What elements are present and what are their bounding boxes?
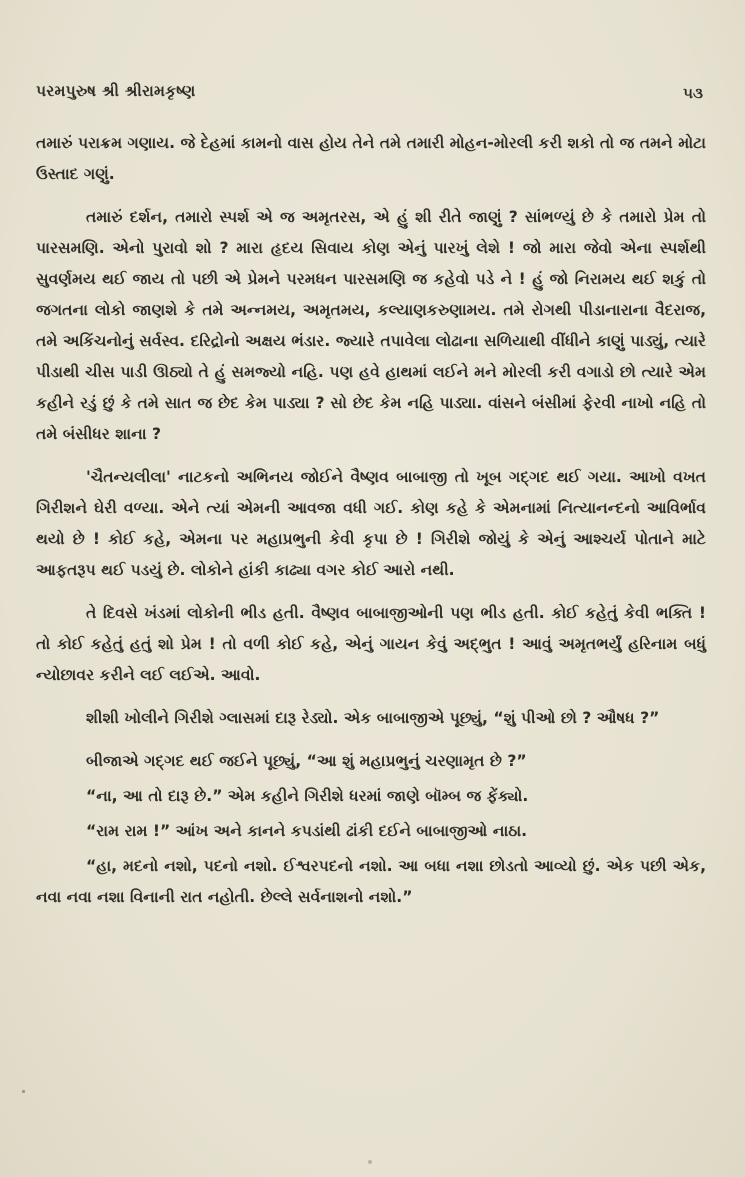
margin-speck [22,1090,25,1093]
footer-speck [368,1160,372,1164]
paragraph-8: “રામ રામ !” આંખ અને કાનને કપડાંથી ઢાંકી દઈને બાબાજીઓ નાઠા. [86,822,528,840]
paragraph-2: તમારું દર્શન, તમારો સ્પર્શ એ જ અમૃતરસ, એ હું શી રીતે જાણું ? સાંભળ્યું છે કે તમારો પ્રેમ તો પારસમણિ. એનો પુરાવો શો ? મારા હૃદય સિવાય કોણ એનું પારખું લેશે ! જો મારા જેવો એના સ્પર્શથી સુવર્ણમય થઈ જાય તો પછી એ પ્રેમને પરમધન પારસમણિ જ કહેવો પડે ને ! હું જો નિરામય થઈ શકું તો જગતના લોકો જાણશે કે તમે અન્નમય, અમૃતમય, કલ્યાણકરુણામય. તમે રોગથી પીડાનારાના વૈદરાજ, તમે અકિંચનોનું સર્વસ્વ. દરિદ્રોનો અક્ષય ભંડાર. જ્યારે તપાવેલા લોઢાના સળિયાથી વીંધીને કાણું પાડ્યું, ત્યારે પીડાથી ચીસ પાડી ઊઠ્યો તે હું સમજ્યો નહિ. પણ હવે હાથમાં લઈને મને મોરલી કરી વગાડો છો ત્યારે એમ કહીને રડું છું કે તમે સાત જ છેદ કેમ પાડ્યા ? સો છેદ કેમ નહિ પાડ્યા. વાંસને બંસીમાં ફેરવી નાખો નહિ તો તમે બંસીધર શાના ? [36,208,706,443]
page-header [36,82,703,112]
paragraph-7: “ના, આ તો દારૂ છે.” એમ કહીને ગિરીશે ધરમાં જાણે બૉમ્બ જ ફેંક્યો. [86,787,529,805]
page-number: ૫૩ [683,84,703,102]
body-text [36,128,706,925]
paragraph-5: શીશી ખોલીને ગિરીશે ગ્લાસમાં દારૂ રેડ્યો. એક બાબાજીએ પૂછ્યું, “શું પીઓ છો ? ઔષધ ?” [86,709,660,727]
paragraph-4: તે દિવસે ખંડમાં લોકોની ભીડ હતી. વૈષ્ણવ બાબાજીઓની પણ ભીડ હતી. કોઈ કહેતું કેવી ભક્તિ ! તો કોઈ કહેતું હતું શો પ્રેમ ! તો વળી કોઈ કહે, એનું ગાયન કેવું અદ્‌ભુત ! આવું અમૃતભર્યું હરિનામ બધું ન્યોછાવર કરીને લઈ લઈએ. આવો. [36,604,706,684]
paragraph-9: “હા, મદનો નશો, પદનો નશો. ઈશ્વરપદનો નશો. આ બધા નશા છોડતો આવ્યો છું. એક પછી એક, નવા નવા નશા વિનાની રાત નહોતી. છેલ્લે સર્વનાશનો નશો.” [36,857,706,906]
paragraph-3: 'ચૈતન્યલીલા' નાટકનો અભિનય જોઈને વૈષ્ણવ બાબાજી તો ખૂબ ગદ્‌ગદ થઈ ગયા. આખો વખત ગિરીશને ઘેરી વળ્યા. એને ત્યાં એમની આવજા વધી ગઈ. કોણ કહે કે એમનામાં નિત્યાનન્દનો આવિર્ભાવ થયો છે ! કોઈ કહે, એમના પર મહાપ્રભુની કેવી કૃપા છે ! ગિરીશે જોયું કે એનું આશ્ચર્ય પોતાને માટે આફતરૂપ થઈ પડયું છે. લોકોને હાંકી કાઢ્યા વગર કોઈ આરો નથી. [36,468,706,579]
paragraph-6: બીજાએ ગદ્‌ગદ થઈ જઈને પૂછ્યું, “આ શું મહાપ્રભુનું ચરણામૃત છે ?” [86,752,527,770]
paragraph-1: તમારું પરાક્રમ ગણાય. જે દેહમાં કામનો વાસ હોય તેને તમે તમારી મોહન-મોરલી કરી શકો તો જ તમને મોટા ઉસ્તાદ ગણું. [36,134,706,183]
running-title: પરમપુરુષ શ્રી શ્રીરામકૃષ્ણ [36,82,196,100]
